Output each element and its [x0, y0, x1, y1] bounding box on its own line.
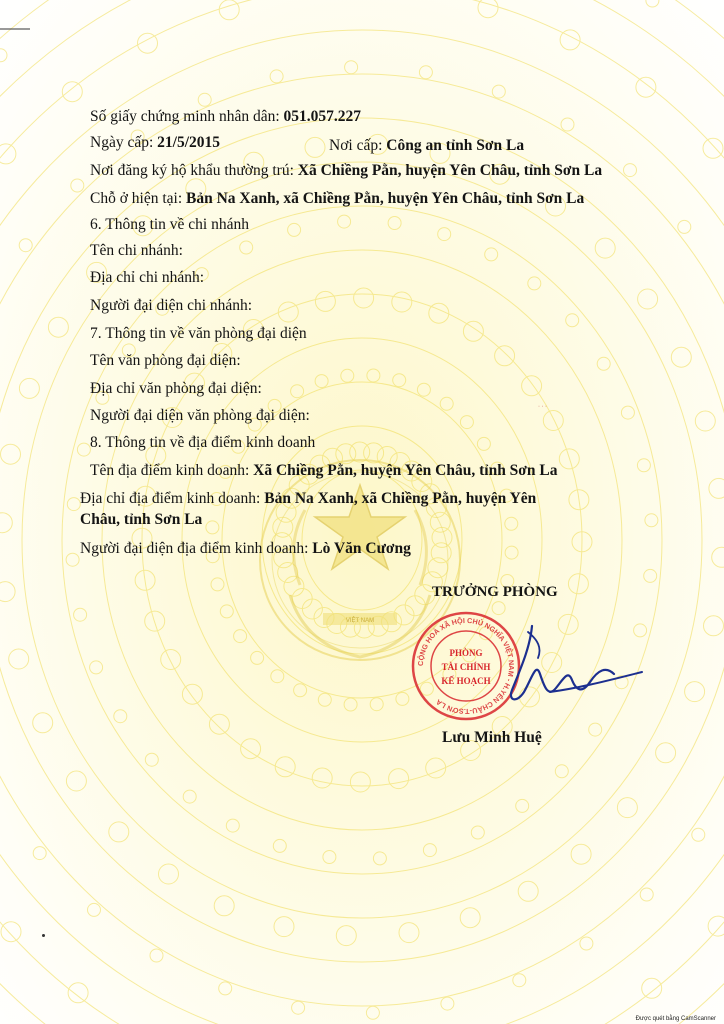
guilloche-rosette: [477, 437, 490, 450]
guilloche-rosette: [423, 844, 436, 857]
guilloche-rosette: [561, 118, 574, 131]
guilloche-rosette: [595, 238, 615, 258]
guilloche-rosette: [66, 553, 79, 566]
guilloche-rosette: [0, 513, 12, 533]
location-address-label: Địa chỉ địa điểm kinh doanh:: [80, 490, 265, 507]
guilloche-rosette: [159, 864, 179, 884]
guilloche-rosette: [485, 248, 498, 261]
guilloche-rosette: [209, 714, 229, 734]
scan-edge-mark: [0, 28, 30, 30]
guilloche-rosette: [0, 582, 15, 602]
id-number-value: 051.057.227: [283, 108, 362, 125]
section-7-heading: 7. Thông tin về văn phòng đại diện: [90, 325, 307, 342]
section-6-heading: 6. Thông tin về chi nhánh: [90, 216, 249, 233]
branch-name-label: Tên chi nhánh:: [90, 242, 183, 259]
guilloche-rosette: [145, 753, 158, 766]
guilloche-rosette: [241, 739, 261, 759]
guilloche-rosette: [518, 881, 538, 901]
guilloche-rosette: [315, 375, 328, 388]
guilloche-rosette: [566, 314, 579, 327]
guilloche-rosette: [33, 847, 46, 860]
guilloche-rosette: [438, 228, 451, 241]
location-name-value: Xã Chiềng Pằn, huyện Yên Châu, tỉnh Sơn La: [253, 462, 558, 479]
office-address-label: Địa chỉ văn phòng đại diện:: [90, 380, 262, 397]
guilloche-rosette: [19, 239, 32, 252]
guilloche-rosette: [109, 822, 129, 842]
guilloche-rosette: [709, 478, 724, 498]
location-address-row: [80, 489, 660, 509]
guilloche-rosette: [392, 292, 412, 312]
signer-name: Lưu Minh Huệ: [442, 729, 542, 746]
guilloche-rosette: [495, 346, 515, 366]
guilloche-rosette: [338, 215, 351, 228]
guilloche-rosette: [597, 357, 610, 370]
current-address-row: [90, 189, 584, 209]
guilloche-rosette: [48, 317, 68, 337]
guilloche-rosette: [312, 768, 332, 788]
guilloche-rosette: [336, 926, 356, 946]
office-rep-label: Người đại diện văn phòng đại diện:: [90, 407, 310, 424]
guilloche-rosette: [656, 743, 676, 763]
stamp-ring-text: CỘNG HOÀ XÃ HỘI CHỦ NGHĨA VIỆT NAM - H.YÊN CHÂU-T.SƠN LA: [415, 615, 517, 717]
current-address-label: Chỗ ở hiện tại:: [90, 190, 187, 207]
guilloche-rosette: [617, 798, 637, 818]
scanner-watermark-text: Được quét bằng CamScanner: [635, 1016, 716, 1022]
guilloche-rosette: [67, 498, 80, 511]
guilloche-rosette: [644, 569, 657, 582]
guilloche-rosette: [90, 661, 103, 674]
guilloche-rosette: [33, 713, 53, 733]
guilloche-rosette: [350, 772, 370, 792]
location-rep-label: Người đại diện địa điểm kinh doanh:: [80, 540, 313, 557]
issue-date-value: 21/5/2015: [157, 134, 221, 151]
guilloche-rosette: [695, 411, 715, 431]
guilloche-rosette: [0, 49, 7, 62]
guilloche-rosette: [513, 974, 526, 987]
guilloche-rosette: [305, 137, 325, 157]
guilloche-rosette: [344, 698, 357, 711]
guilloche-rosette: [621, 406, 634, 419]
location-rep-row: [80, 539, 411, 559]
guilloche-rosette: [315, 291, 335, 311]
guilloche-rosette: [370, 698, 383, 711]
guilloche-rosette: [528, 277, 541, 290]
guilloche-rosette: [220, 605, 233, 618]
guilloche-rosette: [708, 916, 724, 936]
guilloche-rosette: [678, 220, 691, 233]
guilloche-rosette: [345, 61, 358, 74]
stamp-center-line3: KẾ HOẠCH: [441, 676, 491, 686]
guilloche-rosette: [389, 769, 409, 789]
location-name-label: Tên địa điểm kinh doanh:: [90, 462, 254, 479]
guilloche-rosette: [1, 922, 21, 942]
guilloche-rosette: [291, 385, 304, 398]
guilloche-rosette: [74, 608, 87, 621]
ink-smudge: · · ·: [538, 404, 547, 410]
emblem-banner-text: VIỆT NAM: [345, 618, 375, 624]
guilloche-rosette: [624, 164, 637, 177]
issue-place-label: Nơi cấp:: [329, 137, 387, 154]
guilloche-rosette: [704, 616, 724, 636]
guilloche-rosette: [1, 444, 21, 464]
residence-value: Xã Chiềng Pằn, huyện Yên Châu, tỉnh Sơn La: [297, 162, 603, 179]
guilloche-rosette: [571, 844, 591, 864]
guilloche-rosette: [366, 1006, 379, 1019]
guilloche-rosette: [219, 982, 232, 995]
guilloche-rosette: [68, 983, 88, 1003]
guilloche-rosette: [638, 289, 658, 309]
handwritten-signature: [490, 618, 650, 728]
guilloche-rosette: [294, 684, 307, 697]
guilloche-rosette: [460, 416, 473, 429]
guilloche-rosette: [367, 369, 380, 382]
guilloche-rosette: [150, 949, 163, 962]
guilloche-rosette: [0, 144, 16, 164]
location-address-value-line1: Bản Na Xanh, xã Chiềng Pằn, huyện Yên: [264, 490, 537, 507]
guilloche-rosette: [288, 223, 301, 236]
guilloche-rosette: [292, 1001, 305, 1014]
guilloche-rosette: [274, 917, 294, 937]
guilloche-rosette: [692, 828, 705, 841]
guilloche-rosette: [516, 799, 529, 812]
guilloche-rosette: [206, 521, 219, 534]
guilloche-rosette: [426, 758, 446, 778]
guilloche-rosette: [270, 70, 283, 83]
guilloche-rosette: [637, 459, 650, 472]
guilloche-rosette: [471, 826, 484, 839]
guilloche-rosette: [441, 997, 454, 1010]
guilloche-rosette: [77, 443, 90, 456]
guilloche-rosette: [183, 790, 196, 803]
guilloche-rosette: [505, 517, 518, 530]
guilloche-rosette: [341, 369, 354, 382]
guilloche-rosette: [219, 0, 239, 20]
guilloche-rosette: [703, 138, 723, 158]
office-name-label: Tên văn phòng đại diện:: [90, 352, 241, 369]
guilloche-rosette: [396, 692, 409, 705]
guilloche-rosette: [685, 682, 705, 702]
id-number-label: Số giấy chứng minh nhân dân:: [90, 108, 284, 125]
issue-place-row: [329, 136, 524, 156]
guilloche-rosette: [463, 321, 483, 341]
guilloche-rosette: [642, 978, 662, 998]
guilloche-rosette: [318, 693, 331, 706]
guilloche-rosette: [240, 241, 253, 254]
guilloche-rosette: [645, 514, 658, 527]
residence-label: Nơi đăng ký hộ khẩu thường trú:: [90, 162, 298, 179]
branch-address-label: Địa chỉ chi nhánh:: [90, 269, 205, 286]
signature-title: TRƯỞNG PHÒNG: [432, 584, 558, 600]
location-rep-value: Lò Văn Cương: [312, 540, 411, 557]
guilloche-rosette: [440, 397, 453, 410]
guilloche-rosette: [278, 302, 298, 322]
guilloche-rosette: [580, 937, 593, 950]
guilloche-rosette: [214, 896, 234, 916]
guilloche-rosette: [543, 411, 563, 431]
guilloche-rosette: [62, 82, 82, 102]
guilloche-rosette: [417, 383, 430, 396]
guilloche-rosette: [492, 85, 505, 98]
guilloche-rosette: [478, 0, 498, 18]
issue-date-label: Ngày cấp:: [90, 134, 158, 151]
guilloche-rosette: [640, 888, 653, 901]
guilloche-rosette: [114, 710, 127, 723]
guilloche-rosette: [66, 771, 86, 791]
guilloche-rosette: [460, 908, 480, 928]
guilloche-rosette: [19, 378, 39, 398]
guilloche-rosette: [712, 547, 724, 567]
issue-date-row: [90, 133, 220, 153]
location-name-row: [90, 461, 557, 481]
guilloche-rosette: [9, 649, 29, 669]
guilloche-rosette: [71, 179, 84, 192]
guilloche-rosette: [636, 77, 656, 97]
section-8-heading: 8. Thông tin về địa điểm kinh doanh: [90, 434, 316, 451]
guilloche-rosette: [211, 578, 224, 591]
guilloche-rosette: [226, 819, 239, 832]
guilloche-rosette: [388, 217, 401, 230]
guilloche-rosette: [646, 0, 659, 7]
guilloche-rosette: [354, 288, 374, 308]
speck: [42, 934, 45, 937]
guilloche-rosette: [671, 347, 691, 367]
id-number-row: [90, 107, 361, 127]
guilloche-rosette: [555, 765, 568, 778]
guilloche-rosette: [505, 546, 518, 559]
branch-rep-label: Người đại diện chi nhánh:: [90, 297, 253, 314]
guilloche-rosette: [393, 374, 406, 387]
guilloche-rosette: [88, 903, 101, 916]
current-address-value: Bản Na Xanh, xã Chiềng Pằn, huyện Yên Châu, tỉnh Sơn La: [186, 190, 585, 207]
guilloche-rosette: [198, 93, 211, 106]
guilloche-rosette: [419, 66, 432, 79]
guilloche-rosette: [399, 923, 419, 943]
guilloche-rosette: [373, 852, 386, 865]
location-address-value-line2: Châu, tỉnh Sơn La: [80, 511, 203, 528]
stamp-center-line2: TÀI CHÍNH: [441, 662, 491, 672]
guilloche-rosette: [161, 650, 181, 670]
guilloche-rosette: [323, 851, 336, 864]
stamp-center-line1: PHÒNG: [449, 648, 483, 658]
guilloche-rosette: [273, 839, 286, 852]
issue-place-value: Công an tỉnh Sơn La: [386, 137, 525, 154]
residence-row: [90, 161, 602, 181]
